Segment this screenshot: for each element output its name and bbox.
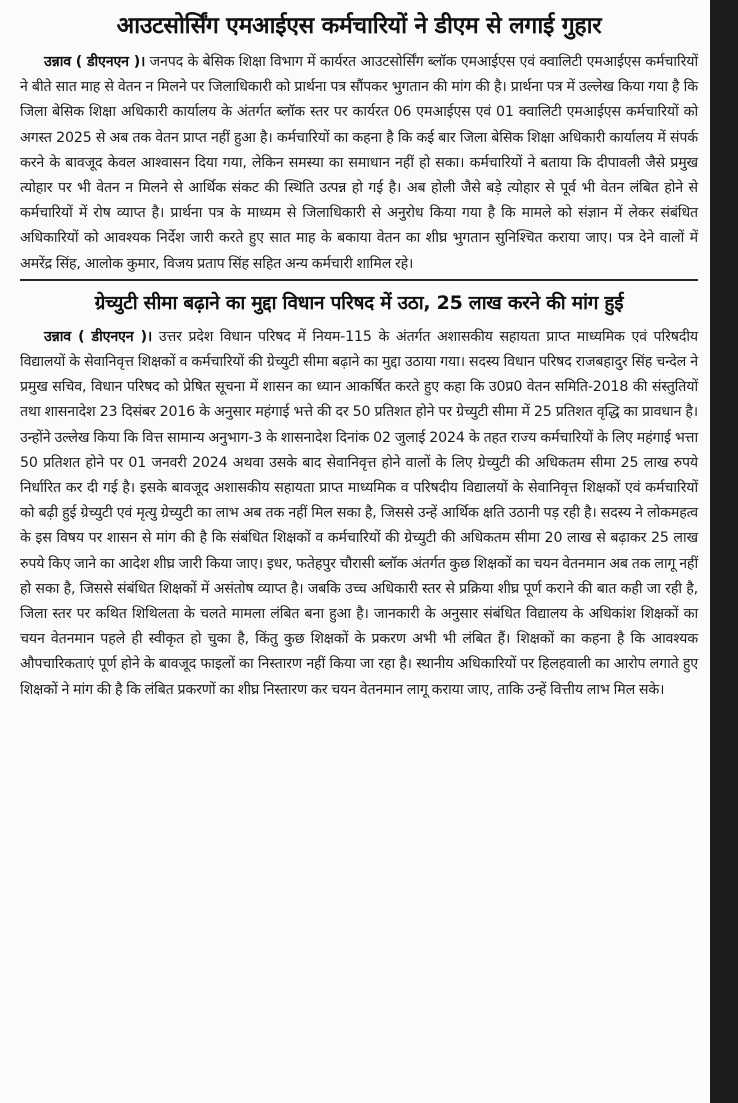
background-edge [710,0,738,1103]
article-dateline: उन्नाव ( डीएनएन )। [44,54,146,70]
article-divider [20,279,698,281]
article-body [20,50,698,277]
article-headline: ग्रेच्युटी सीमा बढ़ाने का मुद्दा विधान परिषद में उठा, 25 लाख करने की मांग हुई [94,291,624,314]
article-outsourcing-mis [20,6,698,277]
article-body-text: जनपद के बेसिक शिक्षा विभाग में कार्यरत आउटसोर्सिंग ब्लॉक एमआईएस एवं क्वालिटी एमआईएस कर्मचारियों ने बीते सात माह से वेतन न मिलने पर जिलाधिकारी को प्रार्थना पत्र सौंपकर भुगतान की मांग की है। प्रार्थना पत्र में उल्लेख किया गया है कि जिला बेसिक शिक्षा अधिकारी कार्यालय के अंतर्गत ब्लॉक स्तर पर कार्यरत 06 एमआईएस एवं 01 क्वालिटी एमआईएस कर्मचारियों को अगस्त 2025 से अब तक वेतन प्राप्त नहीं हुआ है। कर्मचारियों का कहना है कि कई बार जिला बेसिक शिक्षा अधिकारी कार्यालय में संपर्क करने के बावजूद केवल आश्वासन दिया गया, लेकिन समस्या का समाधान नहीं हो सका। कर्मचारियों ने बताया कि दीपावली जैसे प्रमुख त्योहार पर भी वेतन न मिलने से आर्थिक संकट की स्थिति उत्पन्न हो गई है। अब होली जैसे बड़े त्योहार से पूर्व भी वेतन लंबित होने से कर्मचारियों में रोष व्याप्त है। प्रार्थना पत्र के माध्यम से जिलाधिकारी से अनुरोध किया गया है कि मामले को संज्ञान में लेकर संबंधित अधिकारियों को आवश्यक निर्देश जारी करते हुए सात माह के बकाया वेतन का शीघ्र भुगतान सुनिश्चित कराया जाए। पत्र देने वालों में अमरेंद्र सिंह, आलोक कुमार, विजय प्रताप सिंह सहित अन्य कर्मचारी शामिल रहे। [20,54,698,272]
article-headline: आउटसोर्सिंग एमआईएस कर्मचारियों ने डीएम से लगाई गुहार [116,13,602,39]
article-dateline: उन्नाव ( डीएनएन )। [44,328,153,345]
article-body [20,325,698,703]
article-body-text: उत्तर प्रदेश विधान परिषद में नियम-115 के अंतर्गत अशासकीय सहायता प्राप्त माध्यमिक एवं परिषदीय विद्यालयों के सेवानिवृत्त शिक्षकों व कर्मचारियों की ग्रेच्युटी सीमा बढ़ाने का मुद्दा उठाया गया। सदस्य विधान परिषद राजबहादुर सिंह चन्देल ने प्रमुख सचिव, विधान परिषद को प्रेषित सूचना में शासन का ध्यान आकर्षित करते हुए कहा कि उ0प्र0 वेतन समिति-2018 की संस्तुतियों तथा शासनादेश 23 दिसंबर 2016 के अनुसार महंगाई भत्ते की दर 50 प्रतिशत होने पर ग्रेच्युटी सीमा में 25 प्रतिशत वृद्धि का प्रावधान है। उन्होंने उल्लेख किया कि वित्त सामान्य अनुभाग-3 के शासनादेश दिनांक 02 जुलाई 2024 के तहत राज्य कर्मचारियों के लिए महंगाई भत्ता 50 प्रतिशत होने पर 01 जनवरी 2024 अथवा उसके बाद सेवानिवृत्त होने वालों के लिए ग्रेच्युटी की अधिकतम सीमा 25 लाख रुपये निर्धारित कर दी गई है। इसके बावजूद अशासकीय सहायता प्राप्त माध्यमिक व परिषदीय विद्यालयों के सेवानिवृत्त शिक्षकों एवं कर्मचारियों को बढ़ी हुई ग्रेच्युटी एवं मृत्यु ग्रेच्युटी का लाभ अब तक नहीं मिल सका है, जिससे उन्हें आर्थिक क्षति उठानी पड़ रही है। सदस्य ने लोकमहत्व के इस विषय पर शासन से मांग की है कि संबंधित शिक्षकों व कर्मचारियों की ग्रेच्युटी की अधिकतम सीमा 20 लाख से बढ़ाकर 25 लाख रुपये किए जाने का आदेश शीघ्र जारी किया जाए। इधर, फतेहपुर चौरासी ब्लॉक अंतर्गत कुछ शिक्षकों का चयन वेतनमान अब तक लागू नहीं हो सका है, जिससे संबंधित शिक्षकों में असंतोष व्याप्त है। जबकि उच्च अधिकारी स्तर से प्रक्रिया शीघ्र पूर्ण कराने की बात कही जा रही है, जिला स्तर पर कथित शिथिलता के चलते मामला लंबित बना हुआ है। जानकारी के अनुसार संबंधित विद्यालय के अधिकांश शिक्षकों का चयन वेतनमान पहले ही स्वीकृत हो चुका है, किंतु कुछ शिक्षकों के प्रकरण अभी भी लंबित हैं। शिक्षकों का कहना है कि आवश्यक औपचारिकताएं पूर्ण होने के बावजूद फाइलों का निस्तारण नहीं किया जा रहा है। स्थानीय अधिकारियों पर हिलहवाली का आरोप लगाते हुए शिक्षकों ने मांग की है कि लंबित प्रकरणों का शीघ्र निस्तारण कर चयन वेतनमान लागू कराया जाए, ताकि उन्हें वित्तीय लाभ मिल सके। [20,328,698,698]
article-gratuity-limit [20,285,698,703]
